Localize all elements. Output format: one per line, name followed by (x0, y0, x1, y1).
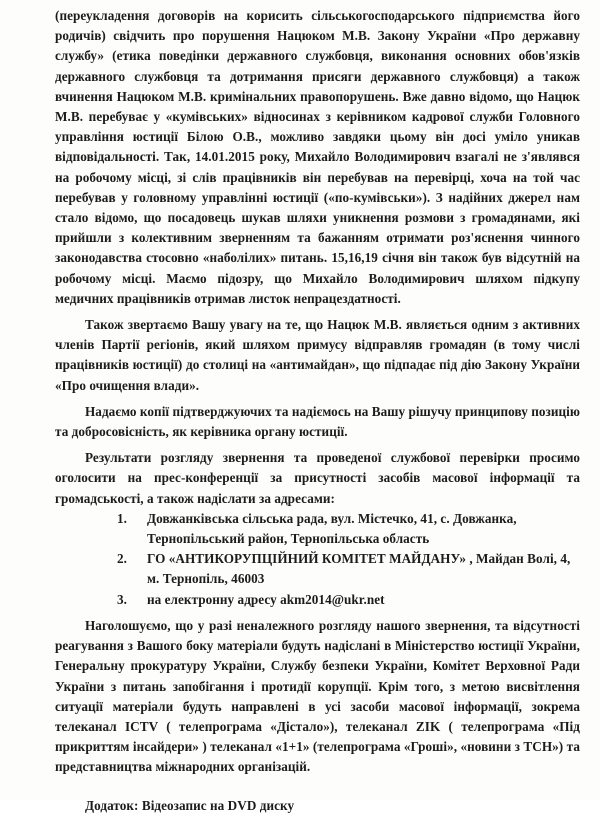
address-item (55, 590, 580, 610)
address-list (55, 509, 580, 610)
address-text: на електронну адресу akm2014@ukr.net (147, 591, 385, 607)
address-number: 3. (117, 591, 127, 607)
paragraph-1: (переукладення договорів на корисить сільськогосподарського підприємства його родичів) свідчить про порушення Нацюком М.В. Закону України «Про державну службу» (етика поведінки державного службовця, виконання основних обов'язків державного службовця та дотримання присяги державного службовця) а також вчинення Нацюком М.В. кримінальних правопорушень. Вже давно відомо, що Нацюк М.В. перебуває у «кумівських» відносинах з керівником кадрової служби Головного управління юстиції Білою О.В., можливо завдяки цьому він досі уміло уникав відповідальності. Так, 14.01.2015 року, Михайло Володимирович взагалі не з'являвся на робочому місці, зі слів працівників він перебував на перевірці, хоча на той час перебував у головному управлінні юстиції («по-кумівськи»). З надійних джерел нам стало відомо, що посадовець шукав шляхи уникнення розмови з громадянами, які прийшли з колективним зверненням та бажанням отримати роз'яснення чинного законодавства стосовно «наболілих» питань. 15,16,19 січня він також був відсутній на робочому місці. Маємо підозру, що Михайло Володимирович шляхом підкупу медичних працівників отримав листок непрацездатності. (55, 8, 580, 306)
paragraph-4: Результати розгляду звернення та проведеної службової перевірки просимо оголосити на прес-конференції за присутності засобів масової інформації та громадськості, а також надіслати за адресами: (55, 450, 580, 506)
address-text: Довжанківська сільська рада, вул. Містечко, 41, с. Довжанка, Тернопільський район, Тернопільська область (147, 510, 517, 547)
attachment-note: Додаток: Відеозапис на DVD диску (85, 797, 295, 813)
address-item (55, 509, 580, 549)
address-number: 1. (117, 510, 127, 526)
paragraph-5: Наголошуємо, що у разі неналежного розгляду нашого звернення, та відсутності реагування з Вашого боку матеріали будуть надіслані в Міністерство юстиції України, Генеральну прокуратуру України, Службу безпеки України, Комітет Верховної Ради України з питань запобігання і протидії корупції. Крім того, з метою висвітлення ситуації матеріали будуть направлені в усі засоби масової інформації, зокрема телеканал ICTV ( телепрограма «Дістало»), телеканал ZIK ( телепрограма «Під прикриттям інсайдери» ) телеканал «1+1» (телепрограма «Гроші», «новини з ТСН») та представництва міжнародних організацій. (55, 617, 580, 775)
paragraph-2: Також звертаємо Вашу увагу на те, що Нацюк М.В. являється одним з активних членів Партії регіонів, який шляхом примусу відправляв громадян (в тому числі працівників юстиції) до столиці на «антимайдан», що підпадає під дію Закону України «Про очищення влади». (55, 317, 580, 393)
address-number: 2. (117, 551, 127, 567)
paragraph-3: Надаємо копії підтверджуючих та надіємось на Вашу рішучу принципову позицію та добросовісність, як керівника органу юстиції. (55, 403, 580, 440)
document-body (55, 6, 580, 816)
address-text: ГО «АНТИКОРУПЦІЙНИЙ КОМІТЕТ МАЙДАНУ» , Майдан Волі, 4, м. Тернопіль, 46003 (147, 551, 571, 587)
address-item (55, 549, 580, 589)
